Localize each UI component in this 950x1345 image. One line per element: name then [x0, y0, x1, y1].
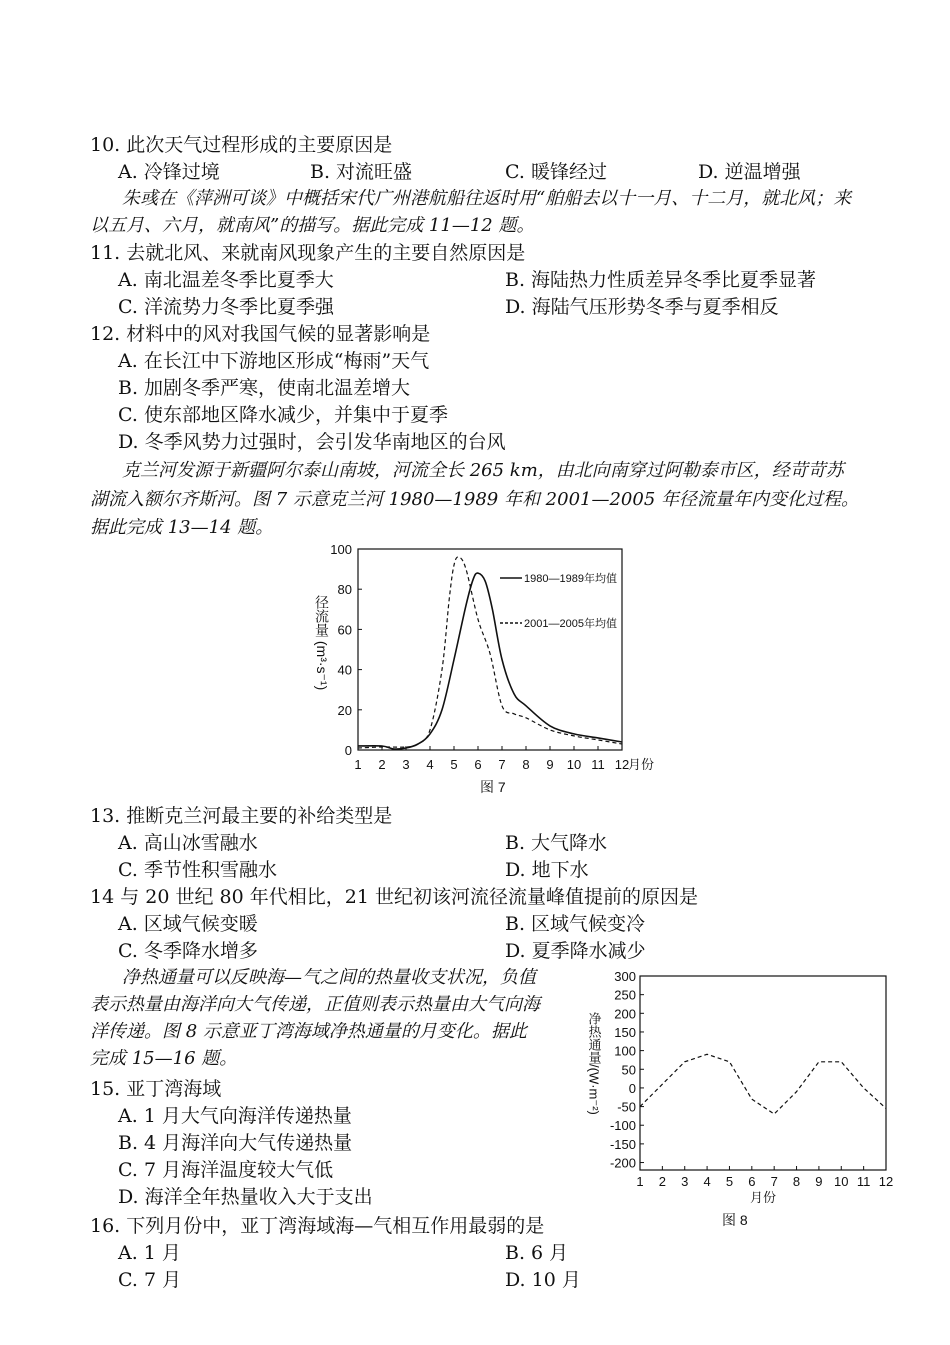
material1-line1: 朱彧在《萍洲可谈》中概括宋代广州港航船往返时用“舶船去以十一月、十二月，就北风；来	[122, 188, 852, 209]
q11-option-b[interactable]: B. 海陆热力性质差异冬季比夏季显著	[505, 269, 817, 291]
fig7-x-tick-label: 7	[498, 757, 506, 772]
material3-line3: 洋传递。图 8 示意亚丁湾海域净热通量的月变化。据此	[90, 1021, 527, 1042]
fig7-y-tick-label: 40	[337, 662, 352, 678]
q10-option-a[interactable]: A. 冷锋过境	[118, 161, 220, 183]
fig8-y-tick-label: 50	[621, 1062, 636, 1078]
fig8-y-tick-label: 200	[614, 1006, 636, 1022]
q12-option-d[interactable]: D. 冬季风势力过强时，会引发华南地区的台风	[118, 431, 506, 453]
q14-option-d[interactable]: D. 夏季降水减少	[505, 940, 646, 962]
fig7-x-tick-label: 6	[474, 757, 482, 772]
q10-option-d[interactable]: D. 逆温增强	[698, 161, 801, 183]
fig8-x-tick-label: 10	[834, 1174, 849, 1189]
q15-option-b[interactable]: B. 4 月海洋向大气传递热量	[118, 1132, 353, 1154]
q16-option-d[interactable]: D. 10 月	[505, 1269, 581, 1291]
fig7-series-line-1	[358, 573, 622, 749]
q13-stem: 13. 推断克兰河最主要的补给类型是	[90, 805, 393, 827]
fig8-y-tick-label: -200	[609, 1155, 636, 1171]
q11-stem: 11. 去就北风、来就南风现象产生的主要自然原因是	[90, 242, 526, 264]
q14-option-a[interactable]: A. 区域气候变暖	[118, 913, 258, 935]
fig7-x-tick-label: 8	[522, 757, 530, 772]
q16-option-a[interactable]: A. 1 月	[118, 1242, 181, 1264]
q10-option-b[interactable]: B. 对流旺盛	[310, 161, 413, 183]
figure-7-caption: 图 7	[480, 779, 506, 795]
fig7-y-tick-label: 20	[337, 702, 352, 718]
fig7-y-tick-label: 60	[337, 622, 352, 638]
q16-option-c[interactable]: C. 7 月	[118, 1269, 182, 1291]
q15-option-a[interactable]: A. 1 月大气向海洋传递热量	[118, 1105, 352, 1127]
q10-option-c[interactable]: C. 暖锋经过	[505, 161, 607, 183]
fig7-x-tick-label: 2	[378, 757, 386, 772]
figure-8-caption: 图 8	[722, 1212, 748, 1228]
q11-option-d[interactable]: D. 海陆气压形势冬季与夏季相反	[505, 296, 779, 318]
figure-7-runoff-chart	[300, 535, 680, 775]
q11-option-c[interactable]: C. 洋流势力冬季比夏季强	[118, 296, 334, 318]
fig8-x-tick-label: 9	[815, 1174, 823, 1189]
material2-line2: 湖流入额尔齐斯河。图 7 示意克兰河 1980—1989 年和 2001—2005 年径流量年内变化过程。	[90, 489, 860, 510]
fig7-x-unit-label: 月份	[628, 757, 655, 772]
material2-line3: 据此完成 13—14 题。	[90, 517, 274, 538]
fig7-x-tick-label: 9	[546, 757, 554, 772]
fig7-x-tick-label: 5	[450, 757, 458, 772]
fig7-y-axis-label: 径流量 (m³·s⁻¹)	[314, 595, 330, 691]
q15-option-c[interactable]: C. 7 月海洋温度较大气低	[118, 1159, 334, 1181]
q10-stem: 10. 此次天气过程形成的主要原因是	[90, 134, 393, 156]
q13-option-b[interactable]: B. 大气降水	[505, 832, 608, 854]
q15-option-d[interactable]: D. 海洋全年热量收入大于支出	[118, 1186, 373, 1208]
q12-stem: 12. 材料中的风对我国气候的显著影响是	[90, 323, 431, 345]
q11-option-a[interactable]: A. 南北温差冬季比夏季大	[118, 269, 334, 291]
material3-line2: 表示热量由海洋向大气传递，正值则表示热量由大气向海	[90, 994, 540, 1015]
fig8-x-axis-label: 月份	[749, 1190, 777, 1205]
fig8-x-tick-label: 6	[748, 1174, 756, 1189]
fig8-x-tick-label: 7	[770, 1174, 778, 1189]
fig7-x-tick-label: 3	[402, 757, 410, 772]
fig8-y-axis-label: 净热通量/(W·m⁻²)	[586, 1012, 602, 1115]
fig8-x-tick-label: 4	[703, 1174, 711, 1189]
material3-line4: 完成 15—16 题。	[90, 1048, 238, 1069]
fig8-y-tick-label: -100	[609, 1118, 636, 1134]
fig8-series-line-1	[640, 1054, 886, 1114]
fig8-y-tick-label: 0	[628, 1080, 636, 1096]
fig8-y-tick-label: -50	[617, 1099, 636, 1115]
material1-line2: 以五月、六月，就南风”的描写。据此完成 11—12 题。	[90, 215, 535, 236]
q14-option-b[interactable]: B. 区域气候变冷	[505, 913, 646, 935]
fig8-x-tick-label: 8	[792, 1174, 801, 1189]
q13-option-d[interactable]: D. 地下水	[505, 859, 589, 881]
fig8-y-tick-label: -150	[609, 1136, 636, 1152]
fig8-y-tick-label: 150	[614, 1024, 636, 1040]
fig8-x-tick-label: 12	[878, 1174, 894, 1189]
q13-option-a[interactable]: A. 高山冰雪融水	[118, 832, 258, 854]
fig8-x-tick-label: 1	[636, 1174, 644, 1189]
material3-line1: 净热通量可以反映海—气之间的热量收支状况，负值	[122, 967, 536, 988]
material2-line1: 克兰河发源于新疆阿尔泰山南坡，河流全长 265 km，由北向南穿过阿勒泰市区，经苛苛苏	[122, 460, 844, 481]
q15-stem: 15. 亚丁湾海域	[90, 1078, 222, 1100]
q14-stem: 14 与 20 世纪 80 年代相比，21 世纪初该河流径流量峰值提前的原因是	[90, 886, 698, 908]
fig8-plot-frame	[640, 976, 886, 1170]
q13-option-c[interactable]: C. 季节性积雪融水	[118, 859, 277, 881]
fig7-y-tick-label: 100	[330, 542, 352, 557]
q16-option-b[interactable]: B. 6 月	[505, 1242, 569, 1264]
q12-option-c[interactable]: C. 使东部地区降水减少，并集中于夏季	[118, 404, 448, 426]
q12-option-a[interactable]: A. 在长江中下游地区形成“梅雨”天气	[118, 350, 430, 372]
fig7-legend-label-2: 2001—2005年均值	[524, 618, 617, 630]
fig7-y-tick-label: 80	[337, 582, 352, 598]
fig7-x-tick-label: 11	[591, 757, 605, 772]
q14-option-c[interactable]: C. 冬季降水增多	[118, 940, 258, 962]
fig8-x-tick-label: 5	[725, 1174, 734, 1189]
fig7-x-tick-label: 1	[354, 757, 362, 772]
fig8-y-tick-label: 250	[614, 987, 636, 1003]
fig7-x-tick-label: 12	[614, 757, 630, 772]
figure-8-heat-flux-chart	[580, 962, 900, 1212]
q12-option-b[interactable]: B. 加剧冬季严寒，使南北温差增大	[118, 377, 411, 399]
fig7-legend-label-1: 1980—1989年均值	[524, 573, 617, 585]
fig8-y-tick-label: 300	[614, 969, 636, 984]
fig7-series-line-2	[358, 557, 622, 748]
fig8-x-tick-label: 2	[658, 1174, 666, 1189]
fig8-y-tick-label: 100	[614, 1043, 636, 1059]
q16-stem: 16. 下列月份中，亚丁湾海域海—气相互作用最弱的是	[90, 1215, 545, 1237]
fig7-x-tick-label: 4	[426, 757, 434, 772]
fig7-x-tick-label: 10	[566, 757, 582, 772]
fig8-x-tick-label: 11	[856, 1174, 871, 1189]
fig7-y-tick-label: 0	[344, 743, 352, 758]
fig8-x-tick-label: 3	[681, 1174, 689, 1189]
